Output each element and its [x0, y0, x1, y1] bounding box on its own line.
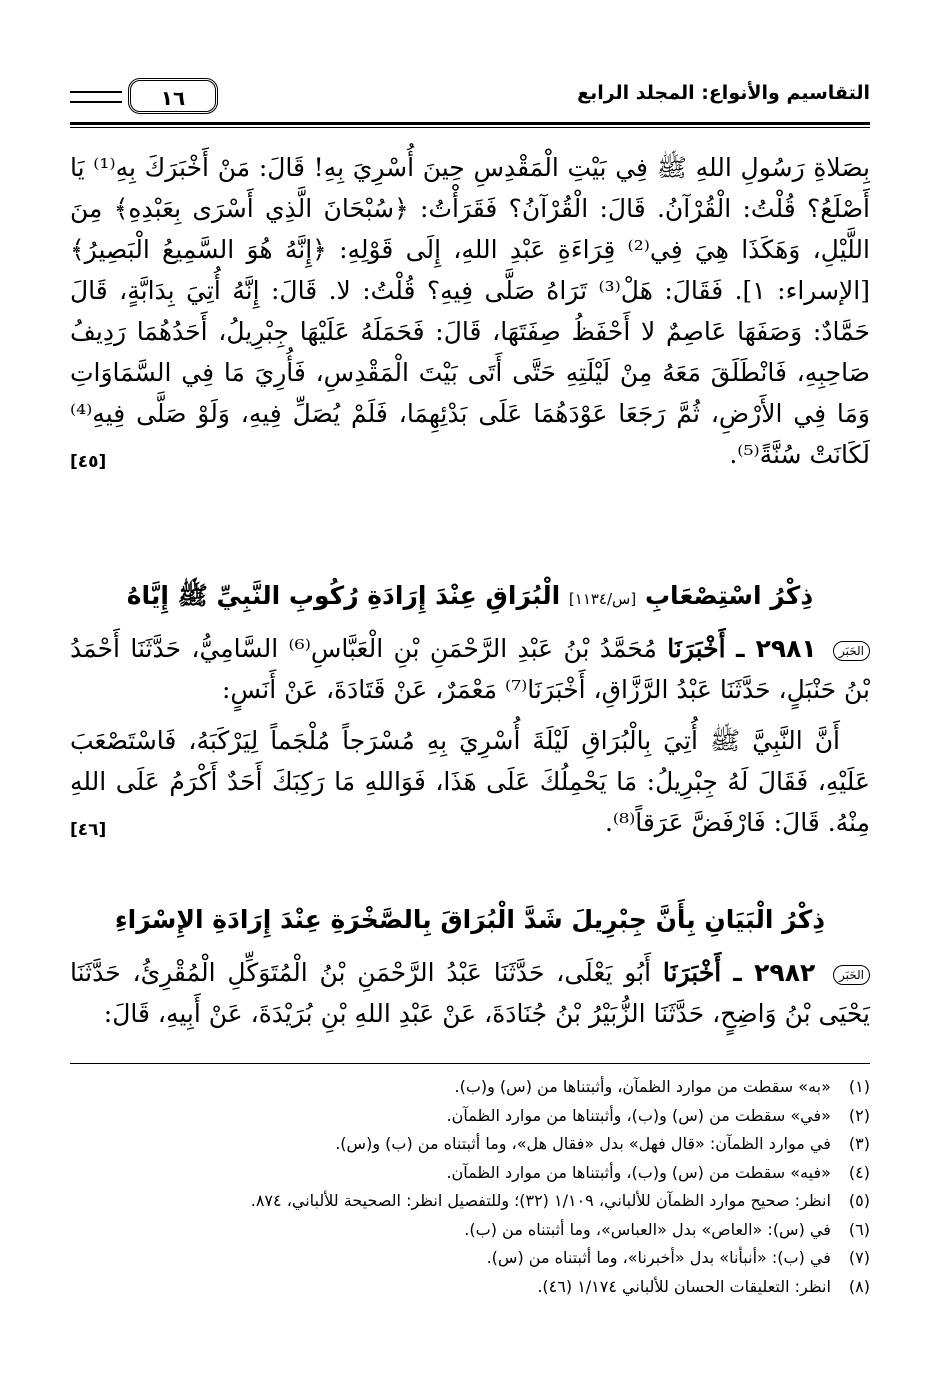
- hadith-badge-icon: الحَبَر: [833, 641, 870, 661]
- hadith-badge-icon: الحَبَر: [833, 965, 870, 985]
- footnote-number: (٢): [848, 1105, 870, 1125]
- footnote-text: «في» سقطت من (س) و(ب)، وأثبتناها من موارد الظمآن.: [446, 1105, 831, 1125]
- reference-number: [٤٥]: [70, 452, 107, 472]
- footnote-text: «فيه» سقطت من (س) و(ب)، وأثبتناها من موارد الظمآن.: [446, 1162, 831, 1182]
- running-title: التقاسيم والأنواع: المجلد الرابع: [577, 82, 870, 104]
- footnote: [70, 1244, 870, 1273]
- hadith-isnad-text: مُحَمَّدُ بْنُ عَبْدِ الرَّحْمَنِ بْنِ الْعَبَّاسِ⁽⁶⁾ السَّامِيُّ، حَدَّثَنَا أَحْمَدُ بْنُ حَنْبَلٍ، حَدَّثَنَا عَبْدُ الرَّزَّاقِ، أَخْبَرَنَا⁽⁷⁾ مَعْمَرٌ، عَنْ قَتَادَةَ، عَنْ أَنَسٍ:: [70, 634, 870, 704]
- header-ornament: [70, 91, 122, 103]
- footnote: [70, 1102, 870, 1131]
- footnote: [70, 1159, 870, 1188]
- footnote-text: «به» سقطت من موارد الظمآن، وأثبتناها من (س) و(ب).: [454, 1077, 831, 1096]
- footnote-number: (٦): [848, 1219, 870, 1239]
- footnote-number: (٣): [848, 1134, 870, 1153]
- hadith-number: ٢٩٨٢ ـ: [733, 958, 816, 987]
- footnote-text: انظر: التعليقات الحسان للألباني ١/١٧٤ (٤٦).: [537, 1276, 831, 1296]
- footnote-text: في (ب): «أنبأنا» بدل «أخبرنا»، وما أثبتناه من (س).: [486, 1248, 831, 1267]
- akhbarana-word: أَخْبَرَنَا: [662, 958, 722, 987]
- footnote-text: في (س): «العاص» بدل «العباس»، وما أثبتناه من (ب).: [464, 1219, 831, 1239]
- section-heading: [70, 576, 870, 619]
- footnotes-list: [70, 1073, 870, 1301]
- footnote-number: (٨): [848, 1276, 870, 1296]
- book-page: [70, 0, 870, 1377]
- hadith-isnad-text: أَبُو يَعْلَى، حَدَّثَنَا عَبْدُ الرَّحْمَنِ بْنُ الْمُتَوَكِّلِ الْمُقْرِئُ، حَدَّثَنَا يَحْيَى بْنُ وَاضِحٍ، حَدَّثَنَا الزُّبَيْرُ بْنُ جُنَادَةَ، عَنْ عَبْدِ اللهِ بْنِ بُرَيْدَةَ، عَنْ أَبِيهِ، قَالَ:: [70, 958, 870, 1028]
- footnote-number: (٤): [848, 1162, 870, 1182]
- hadith-continuation-text: بِصَلاةِ رَسُولِ اللهِ ﷺ فِي بَيْتِ الْمَقْدِسِ حِينَ أُسْرِيَ بِهِ! قَالَ: مَنْ أَخْبَرَكَ بِهِ⁽¹⁾ يَا أَصْلَعُ؟ قُلْتُ: الْقُرْآنُ. قَالَ: الْقُرْآنُ؟ فَقَرَأْتُ: ﴿سُبْحَانَ الَّذِي أَسْرَى بِعَبْدِهِ﴾ مِنَ اللَّيْلِ، وَهَكَذَا هِيَ فِي⁽²⁾ قِرَاءَةِ عَبْدِ اللهِ، إِلَى قَوْلِهِ: ﴿إِنَّهُ هُوَ السَّمِيعُ الْبَصِيرُ﴾ [الإسراء: ١]. فَقَالَ: هَلْ⁽³⁾ تَرَاهُ صَلَّى فِيهِ؟ قُلْتُ: لا. قَالَ: إِنَّهُ أُتِيَ بِدَابَّةٍ، قَالَ حَمَّادٌ: وَصَفَهَا عَاصِمٌ لا أَحْفَظُ صِفَتَهَا، قَالَ: فَحَمَلَهُ عَلَيْهَا جِبْرِيلُ، أَحَدُهُمَا رَدِيفُ صَاحِبِهِ، فَانْطَلَقَ مَعَهُ مِنْ لَيْلَتِهِ حَتَّى أَتَى بَيْتَ الْمَقْدِسِ، فَأُرِيَ مَا فِي السَّمَاوَاتِ وَمَا فِي الأَرْضِ، ثُمَّ رَجَعَا عَوْدَهُمَا عَلَى بَدْئِهِمَا، فَلَمْ يُصَلِّ فِيهِ، وَلَوْ صَلَّى فِيهِ⁽⁴⁾ لَكَانَتْ سُنَّةً⁽⁵⁾.: [70, 153, 870, 469]
- footnote: [70, 1216, 870, 1245]
- footnote: [70, 1187, 870, 1216]
- footnote: [70, 1073, 870, 1102]
- footnote-number: (٥): [848, 1191, 870, 1210]
- hadith-2981-isnad: [70, 628, 870, 710]
- footnote: [70, 1130, 870, 1159]
- hadith-matn-text: أَنَّ النَّبِيَّ ﷺ أُتِيَ بِالْبُرَاقِ لَيْلَةَ أُسْرِيَ بِهِ مُسْرَجاً مُلْجَماً لِيَرْكَبَهُ، فَاسْتَصْعَبَ عَلَيْهِ، فَقَالَ لَهُ جِبْرِيلُ: مَا يَحْمِلُكَ عَلَى هَذَا، فَوَاللهِ مَا رَكِبَكَ أَحَدٌ أَكْرَمُ عَلَى اللهِ مِنْهُ. قَالَ: فَارْفَضَّ عَرَقاً⁽⁸⁾.: [70, 726, 870, 837]
- footnote-text: في موارد الظمآن: «قال فهل» بدل «فقال هل»، وما أثبتناه من (ب) و(س).: [335, 1134, 831, 1153]
- page-number: ١٦: [128, 78, 218, 114]
- section-heading-text: ذِكْرُ الْبَيَانِ بِأَنَّ جِبْرِيلَ شَدَّ الْبُرَاقَ بِالصَّخْرَةِ عِنْدَ إِرَادَةِ الإِسْرَاءِ: [114, 905, 826, 934]
- footnote-number: (١): [848, 1077, 870, 1096]
- section-heading-end: الْبُرَاقِ عِنْدَ إِرَادَةِ رُكُوبِ النَّبِيِّ ﷺ إِيَّاهُ: [126, 581, 561, 610]
- footnote-number: (٧): [848, 1248, 870, 1267]
- hadith-2981-matn: [70, 720, 870, 851]
- hadith-2982-isnad: [70, 952, 870, 1034]
- akhbarana-word: أَخْبَرَنَا: [667, 634, 726, 663]
- section-heading-start: ذِكْرُ اسْتِصْعَابِ: [644, 581, 814, 610]
- footnote: [70, 1273, 870, 1302]
- footnote-rule: [70, 1063, 870, 1064]
- hadith-continuation: [70, 147, 870, 483]
- reference-number: [٤٦]: [70, 820, 107, 840]
- hadith-number: ٢٩٨١ ـ: [735, 634, 817, 663]
- header-rule: [70, 122, 870, 128]
- footnote-text: انظر: صحيح موارد الظمآن للألباني، ١/١٠٩ (٣٢)؛ وللتفصيل انظر: الصحيحة للألباني، ٨٧٤.: [250, 1191, 831, 1210]
- page-header: [70, 78, 870, 128]
- section-heading: [70, 900, 870, 940]
- manuscript-reference: [س/١١٣٤]: [568, 590, 637, 608]
